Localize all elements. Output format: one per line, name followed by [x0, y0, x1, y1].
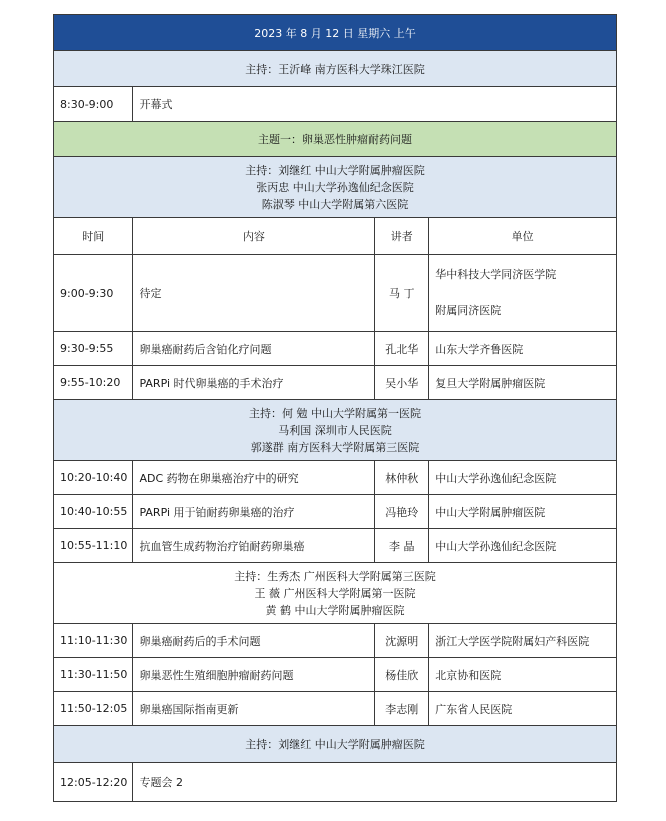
content-cell: 卵巢恶性生殖细胞肿瘤耐药问题 [133, 658, 375, 692]
content-cell: 待定 [133, 255, 375, 332]
host-block [54, 563, 617, 624]
table-row [54, 255, 617, 332]
content-cell: 专题会 2 [133, 763, 617, 802]
content-cell: 卵巢癌国际指南更新 [133, 692, 375, 726]
time-cell: 12:05-12:20 [54, 763, 133, 802]
table-row [54, 87, 617, 122]
unit-cell: 浙江大学医学院附属妇产科医院 [429, 624, 617, 658]
column-header-time: 时间 [54, 218, 133, 255]
table-row [54, 366, 617, 400]
unit-cell: 中山大学孙逸仙纪念医院 [429, 461, 617, 495]
date-header: 2023 年 8 月 12 日 星期六 上午 [54, 15, 617, 51]
host-line: 陈淑琴 中山大学附属第六医院 [261, 197, 409, 211]
host-line: 郭遂群 南方医科大学附属第三医院 [250, 440, 420, 454]
host-line: 张丙忠 中山大学孙逸仙纪念医院 [256, 180, 414, 194]
time-cell: 10:40-10:55 [54, 495, 133, 529]
time-cell: 11:50-12:05 [54, 692, 133, 726]
unit-cell: 中山大学附属肿瘤医院 [429, 495, 617, 529]
time-cell: 9:30-9:55 [54, 332, 133, 366]
unit-cell [429, 255, 617, 332]
host-row [54, 400, 617, 461]
speaker-cell: 李志刚 [375, 692, 429, 726]
unit-cell: 山东大学齐鲁医院 [429, 332, 617, 366]
host-text: 主持：刘继红 中山大学附属肿瘤医院 [54, 726, 617, 763]
host-line: 王 薇 广州医科大学附属第一医院 [254, 586, 416, 600]
unit-cell: 广东省人民医院 [429, 692, 617, 726]
speaker-cell: 冯艳玲 [375, 495, 429, 529]
speaker-cell: 杨佳欣 [375, 658, 429, 692]
table-row [54, 658, 617, 692]
host-row [54, 726, 617, 763]
time-cell: 11:10-11:30 [54, 624, 133, 658]
column-header-content: 内容 [133, 218, 375, 255]
time-cell: 10:20-10:40 [54, 461, 133, 495]
host-line: 主持：何 勉 中山大学附属第一医院 [249, 406, 421, 420]
time-cell: 8:30-9:00 [54, 87, 133, 122]
host-line: 主持：生秀杰 广州医科大学附属第三医院 [234, 569, 436, 583]
time-cell: 9:55-10:20 [54, 366, 133, 400]
speaker-cell: 沈源明 [375, 624, 429, 658]
unit-line: 华中科技大学同济医学院 [435, 268, 557, 281]
column-header-speaker: 讲者 [375, 218, 429, 255]
table-row [54, 495, 617, 529]
table-row [54, 624, 617, 658]
date-header-row [54, 15, 617, 51]
host-line: 黄 鹤 中山大学附属肿瘤医院 [265, 603, 405, 617]
host-row [54, 51, 617, 87]
schedule-table [53, 14, 617, 802]
column-header-row [54, 218, 617, 255]
speaker-cell: 林仲秋 [375, 461, 429, 495]
speaker-cell: 李 晶 [375, 529, 429, 563]
content-cell: 卵巢癌耐药后的手术问题 [133, 624, 375, 658]
time-cell: 11:30-11:50 [54, 658, 133, 692]
table-row [54, 461, 617, 495]
theme-title: 主题一：卵巢恶性肿瘤耐药问题 [54, 122, 617, 157]
table-row [54, 332, 617, 366]
table-row [54, 692, 617, 726]
table-row [54, 529, 617, 563]
host-block [54, 157, 617, 218]
host-block [54, 400, 617, 461]
host-text: 主持：王沂峰 南方医科大学珠江医院 [54, 51, 617, 87]
unit-cell: 中山大学孙逸仙纪念医院 [429, 529, 617, 563]
speaker-cell: 孔北华 [375, 332, 429, 366]
unit-cell: 北京协和医院 [429, 658, 617, 692]
content-cell: ADC 药物在卵巢癌治疗中的研究 [133, 461, 375, 495]
time-cell: 9:00-9:30 [54, 255, 133, 332]
content-cell: 抗血管生成药物治疗铂耐药卵巢癌 [133, 529, 375, 563]
unit-line: 附属同济医院 [435, 304, 502, 317]
content-cell: PARPi 时代卵巢癌的手术治疗 [133, 366, 375, 400]
time-cell: 10:55-11:10 [54, 529, 133, 563]
unit-cell: 复旦大学附属肿瘤医院 [429, 366, 617, 400]
column-header-unit: 单位 [429, 218, 617, 255]
table-row [54, 763, 617, 802]
host-row [54, 157, 617, 218]
host-line: 马利国 深圳市人民医院 [278, 423, 392, 437]
speaker-cell: 马 丁 [375, 255, 429, 332]
speaker-cell: 吴小华 [375, 366, 429, 400]
host-row [54, 563, 617, 624]
host-line: 主持：刘继红 中山大学附属肿瘤医院 [245, 163, 425, 177]
content-cell: PARPi 用于铂耐药卵巢癌的治疗 [133, 495, 375, 529]
content-cell: 开幕式 [133, 87, 617, 122]
content-cell: 卵巢癌耐药后含铂化疗问题 [133, 332, 375, 366]
theme-row [54, 122, 617, 157]
